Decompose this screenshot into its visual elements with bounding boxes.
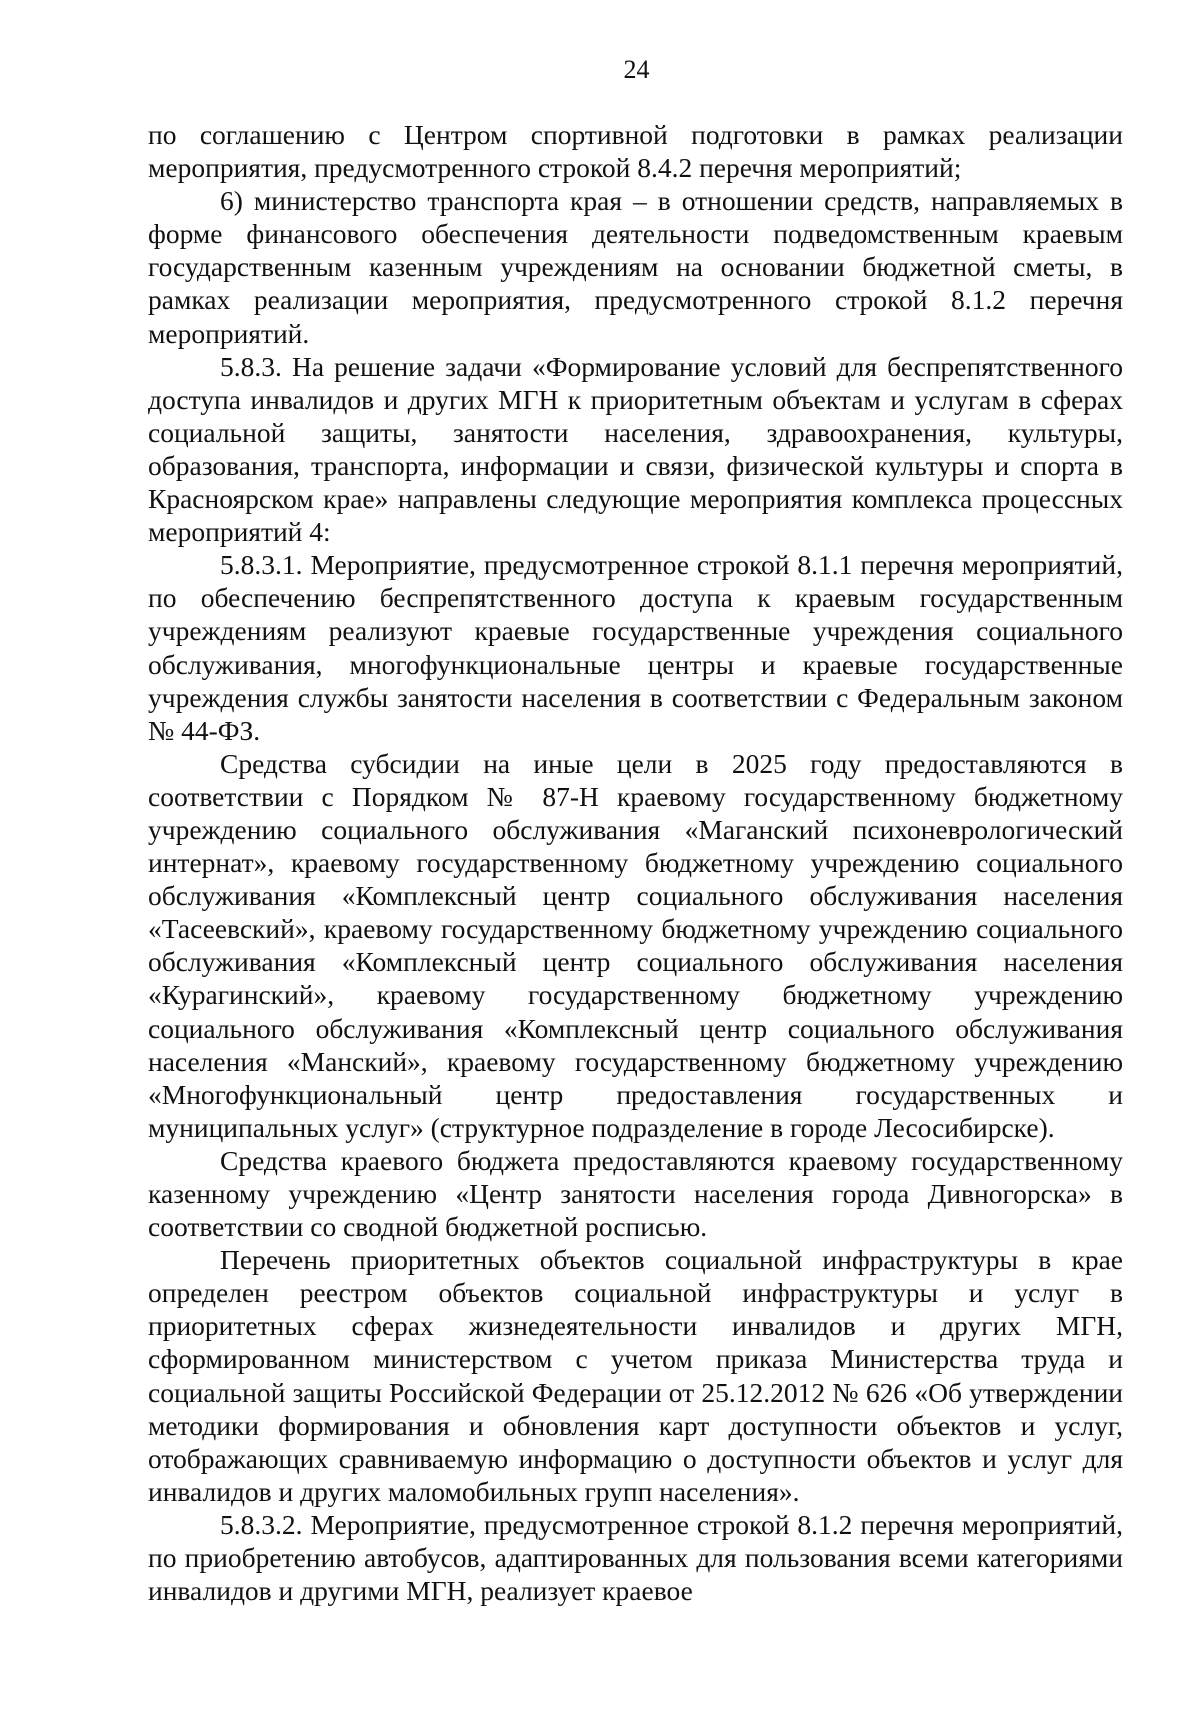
paragraph-item-6: 6) министерство транспорта края – в отношении средств, направляемых в форме финансового обеспечения деятельности подведомственным краевым государственным казенным учреждениям на основании бюджетной сметы, в рамках реализации мероприятия, предусмотренного строкой 8.1.2 перечня мероприятий. — [148, 185, 1123, 349]
paragraph-5-8-3-2: 5.8.3.2. Мероприятие, предусмотренное строкой 8.1.2 перечня мероприятий, по приобретению автобусов, адаптированных для пользования всеми категориями инвалидов и другими МГН, реализует краевое — [148, 1508, 1123, 1607]
paragraph-priority-objects: Перечень приоритетных объектов социальной инфраструктуры в крае определен реестром объектов социальной инфраструктуры и услуг в приоритетных сферах жизнедеятельности инвалидов и других МГН, сформированном министерством с учетом приказа Министерства труда и социальной защиты Российской Федерации от 25.12.2012 № 626 «Об утверждении методики формирования и обновления карт доступности объектов и услуг, отображающих сравниваемую информацию о доступности объектов и услуг для инвалидов и других маломобильных групп населения». — [148, 1244, 1123, 1507]
paragraph-subsidy-funds: Средства субсидии на иные цели в 2025 году предоставляются в соответствии с Порядком № 87-Н краевому государственному бюджетному учреждению социального обслуживания «Маганский психоневрологический интернат», краевому государственному бюджетному учреждению социального обслуживания «Комплексный центр социального обслуживания населения «Тасеевский», краевому государственному бюджетному учреждению социального обслуживания «Комплексный центр социального обслуживания населения «Курагинский», краевому государственному бюджетному учреждению социального обслуживания «Комплексный центр социального обслуживания населения «Манский», краевому государственному бюджетному учреждению «Многофункциональный центр предоставления государственных и муниципальных услуг» (структурное подразделение в городе Лесосибирске). — [148, 747, 1123, 1143]
page-number: 24 — [623, 55, 650, 84]
paragraph-5-8-3-1: 5.8.3.1. Мероприятие, предусмотренное строкой 8.1.1 перечня мероприятий, по обеспечению беспрепятственного доступа к краевым государственным учреждениям реализуют краевые государственные учреждения социального обслуживания, многофункциональные центры и краевые государственные учреждения службы занятости населения в соответствии с Федеральным законом № 44-ФЗ. — [148, 549, 1123, 746]
paragraph-regional-budget: Средства краевого бюджета предоставляются краевому государственному казенному учреждению «Центр занятости населения города Дивногорска» в соответствии со сводной бюджетной росписью. — [148, 1144, 1123, 1243]
body-text — [148, 118, 1123, 1607]
paragraph-5-8-3: 5.8.3. На решение задачи «Формирование условий для беспрепятственного доступа инвалидов и других МГН к приоритетным объектам и услугам в сферах социальной защиты, занятости населения, здравоохранения, культуры, образования, транспорта, информации и связи, физической культуры и спорта в Красноярском крае» направлены следующие мероприятия комплекса процессных мероприятий 4: — [148, 350, 1123, 548]
paragraph-continuation: по соглашению с Центром спортивной подготовки в рамках реализации мероприятия, предусмотренного строкой 8.4.2 перечня мероприятий; — [148, 119, 1123, 184]
